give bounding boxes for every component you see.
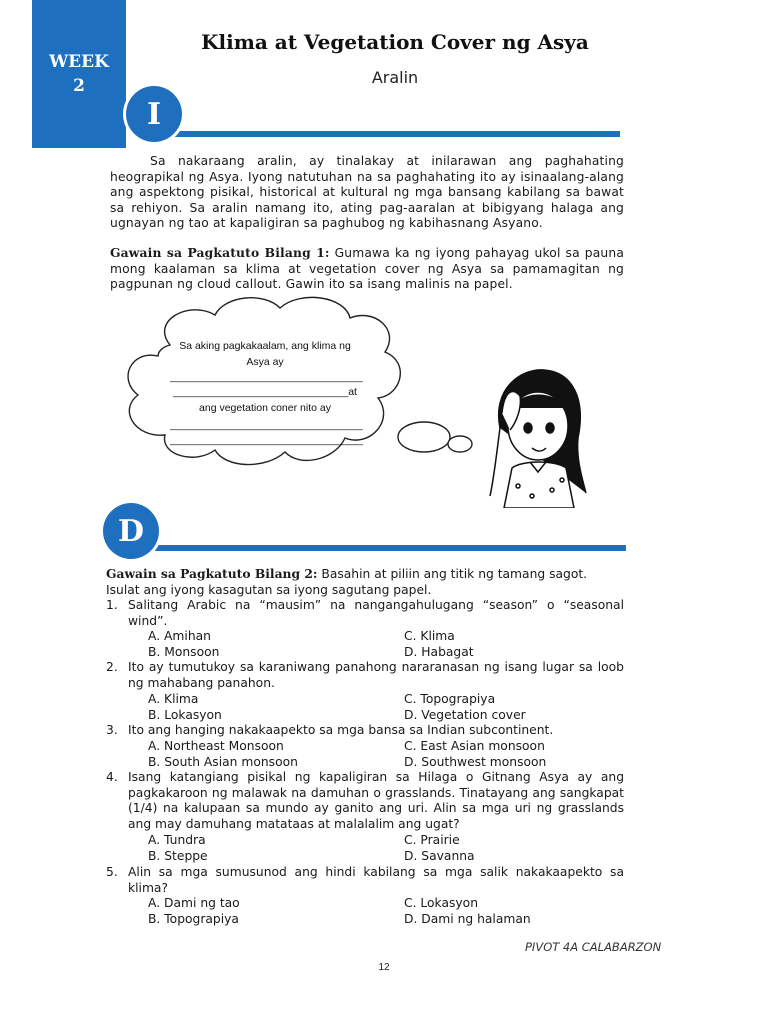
option: D. Dami ng halaman xyxy=(404,912,531,926)
option: B. Steppe xyxy=(148,849,208,863)
thinking-girl-illustration xyxy=(482,368,592,508)
option: B. Topograpiya xyxy=(148,912,239,926)
question-number: 4. xyxy=(106,770,118,784)
question-2 xyxy=(106,660,624,691)
option: A. Amihan xyxy=(148,629,211,643)
week-label: WEEK xyxy=(49,52,109,72)
option: D. Southwest monsoon xyxy=(404,755,547,769)
option: A. Dami ng tao xyxy=(148,896,240,910)
gawain-1-text: Gumawa ka ng iyong pahayag ukol sa pauna mong kaalaman sa klima at vegetation cover ng Asya sa pamamagitan ng pagpunan ng cloud callout. Gawin ito sa isang malinis na papel. xyxy=(110,246,624,292)
page-subtitle: Aralin xyxy=(371,68,419,87)
question-number: 1. xyxy=(106,598,118,612)
bubble-blank-4: _________________________________ xyxy=(170,434,363,446)
section-d-divider xyxy=(150,545,626,551)
question-text: Alin sa mga sumusunod ang hindi kabilang sa mga salik nakakaapekto sa klima? xyxy=(128,865,624,895)
intro-paragraph: Sa nakaraang aralin, ay tinalakay at inilarawan ang paghahating heograpikal ng Asya. Iyong natutuhan na sa paghahating ito ay isinaalang-alang ang aspektong pisikal, historical at kultural ng mga bansang kabilang sa bawat sa rehiyon. Sa aralin namang ito, ating pag-aaralan at bibigyang halaga ang ugnayan ng tao at kapaligiran sa paghubog ng kabihasnang Asyano. xyxy=(110,154,624,231)
question-number: 5. xyxy=(106,865,118,879)
option: D. Savanna xyxy=(404,849,475,863)
option: A. Tundra xyxy=(148,833,206,847)
question-text: Ito ang hanging nakakaapekto sa mga bansa sa Indian subcontinent. xyxy=(128,723,554,737)
bubble-blank-1: _________________________________ xyxy=(170,371,363,383)
option: C. Lokasyon xyxy=(404,896,479,910)
gawain-2 xyxy=(106,566,624,598)
gawain-2-text: Basahin at piliin ang titik ng tamang sagot. Isulat ang iyong kasagutan sa iyong sagutang papel. xyxy=(106,567,588,597)
option: C. East Asian monsoon xyxy=(404,739,545,753)
question-number: 2. xyxy=(106,660,118,674)
bubble-line-1: Sa aking pagkakaalam, ang klima ng xyxy=(179,340,351,352)
section-d-badge: D xyxy=(103,503,159,559)
option: A. Klima xyxy=(148,692,199,706)
question-4 xyxy=(106,770,624,832)
gawain-2-label: Gawain sa Pagkatuto Bilang 2: xyxy=(106,566,318,581)
question-text: Ito ay tumutukoy sa karaniwang panahong nararanasan ng isang lugar sa loob ng mahabang panahon. xyxy=(128,660,624,690)
footer-source: PIVOT 4A CALABARZON xyxy=(525,940,662,954)
page-number: 12 xyxy=(378,962,390,973)
option: B. Lokasyon xyxy=(148,708,222,722)
option: C. Prairie xyxy=(404,833,460,847)
bubble-blank-3: _________________________________ xyxy=(170,419,363,431)
question-5 xyxy=(106,865,624,896)
week-number: 2 xyxy=(73,76,85,96)
option: C. Topograpiya xyxy=(404,692,496,706)
bubble-line-2: Asya ay xyxy=(246,356,284,368)
option: D. Vegetation cover xyxy=(404,708,526,722)
bubble-blank-2: ______________________________at xyxy=(173,386,357,398)
option: B. South Asian monsoon xyxy=(148,755,298,769)
option: D. Habagat xyxy=(404,645,474,659)
gawain-1-label: Gawain sa Pagkatuto Bilang 1: xyxy=(110,245,330,260)
section-i-badge: I xyxy=(126,86,182,142)
question-3 xyxy=(106,723,624,739)
bubble-line-3: ang vegetation coner nito ay xyxy=(199,402,331,414)
page-title: Klima at Vegetation Cover ng Asya xyxy=(201,30,589,54)
question-text: Salitang Arabic na “mausim” na nangangahulugang “season” o “seasonal wind”. xyxy=(128,598,624,628)
option: A. Northeast Monsoon xyxy=(148,739,284,753)
option: B. Monsoon xyxy=(148,645,220,659)
question-number: 3. xyxy=(106,723,118,737)
question-1 xyxy=(106,598,624,629)
question-text: Isang katangiang pisikal ng kapaligiran sa Hilaga o Gitnang Asya ay ang pagkakaroon ng malawak na damuhan o grasslands. Tinatayang ang sangkapat (1/4) na kalupaan sa mundo ay ganito ang uri. Alin sa mga uri ng grasslands ang may damuhang matataas at malalalim ang ugat? xyxy=(128,770,624,831)
option: C. Klima xyxy=(404,629,455,643)
